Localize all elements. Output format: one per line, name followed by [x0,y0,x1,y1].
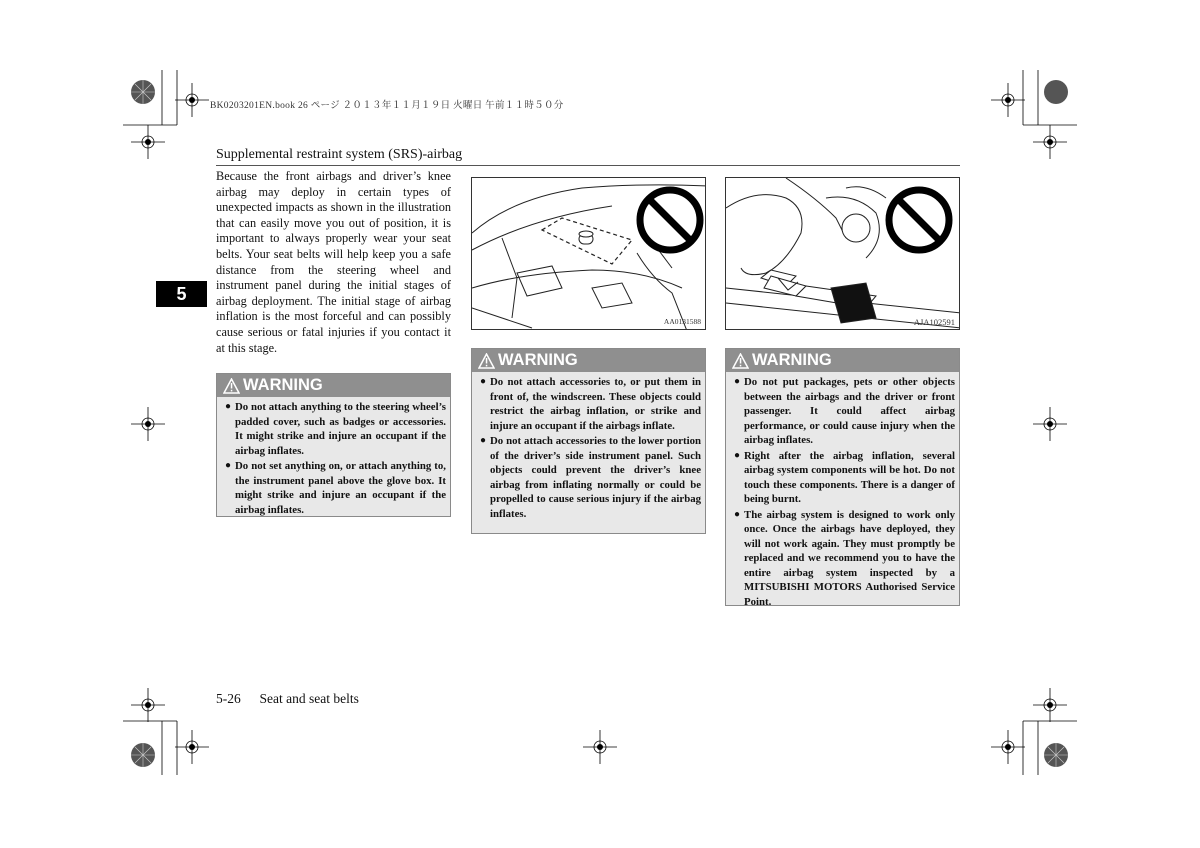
illustration-instrument-panel [471,177,706,330]
illustration-knee-airbag [725,177,960,330]
warning-title: WARNING [498,351,578,369]
warning-body [726,372,959,616]
footer-section-title: Seat and seat belts [259,691,359,706]
warning-title: WARNING [243,376,323,394]
dashboard-drawing [472,178,706,330]
warning-header [472,349,705,372]
warning-triangle-icon [732,353,749,369]
illustration-code: AA0131588 [663,317,701,326]
page-header-title: Supplemental restraint system (SRS)-airbag [216,147,463,162]
warning-item: ● Do not attach anything to the steering wheel’s padded cover, such as badges or accessories. It might strike and injure an occupant if the airbag inflates. [225,401,446,457]
prohibition-icon [889,190,949,250]
warning-triangle-icon [223,378,240,394]
warning-header [726,349,959,372]
page-footer [216,691,359,707]
warning-item: ● Do not set anything on, or attach anything to, the instrument panel above the glove box. It might strike and injure an occupant if the airbag inflates. [225,460,446,516]
illustration-code: AJA102591 [913,317,955,327]
knee-panel-drawing [726,178,960,330]
warning-item: ● Do not put packages, pets or other objects between the airbags and the driver or front passenger. It could affect airbag performance, or could cause injury when the airbag inflates. [734,376,955,446]
warning-box-1 [216,373,451,517]
warning-triangle-icon [478,353,495,369]
body-paragraph: Because the front airbags and driver’s knee airbag may deploy in certain types of unexpected impacts as shown in the illustration that can easily move you out of position, it is important to always properly wear your seat belts. Your seat belts will help keep you a safe distance from the steering wheel and instrument panel during the initial stages of airbag deployment. The initial stage of airbag inflation is the most forceful and can possibly cause serious or fatal injuries if you contact it at this stage. [216,169,451,355]
prohibition-icon [640,190,700,250]
warning-box-2 [471,348,706,534]
warning-item: ● Do not attach accessories to, or put them in front of, the windscreen. These objects could restrict the airbag inflation, or strike and injure an occupant if the airbags inflate. [480,376,701,432]
warning-item: ● Do not attach accessories to the lower portion of the driver’s side instrument panel. Such objects could prevent the driver’s knee airbag from inflating normally or could be propelled to cause serious injury if the airbag inflates. [480,435,701,520]
warning-body [217,397,450,524]
chapter-tab: 5 [156,281,207,307]
page-number: 5-26 [216,691,241,706]
warning-header [217,374,450,397]
warning-box-3 [725,348,960,606]
warning-item: ● The airbag system is designed to work only once. Once the airbags have deployed, they will not work again. They must promptly be replaced and we recommend you to have the entire airbag system inspected by a MITSUBISHI MOTORS Authorised Service Point. [734,508,955,608]
print-info-line: BK0203201EN.book 26 ページ ２０１３年１１月１９日 火曜日 午前１１時５０分 [210,101,564,111]
warning-body [472,372,705,528]
header-rule [216,165,960,166]
warning-title: WARNING [752,351,832,369]
warning-item: ● Right after the airbag inflation, several airbag system components will be hot. Do not touch these components. There is a danger of being burnt. [734,449,955,505]
